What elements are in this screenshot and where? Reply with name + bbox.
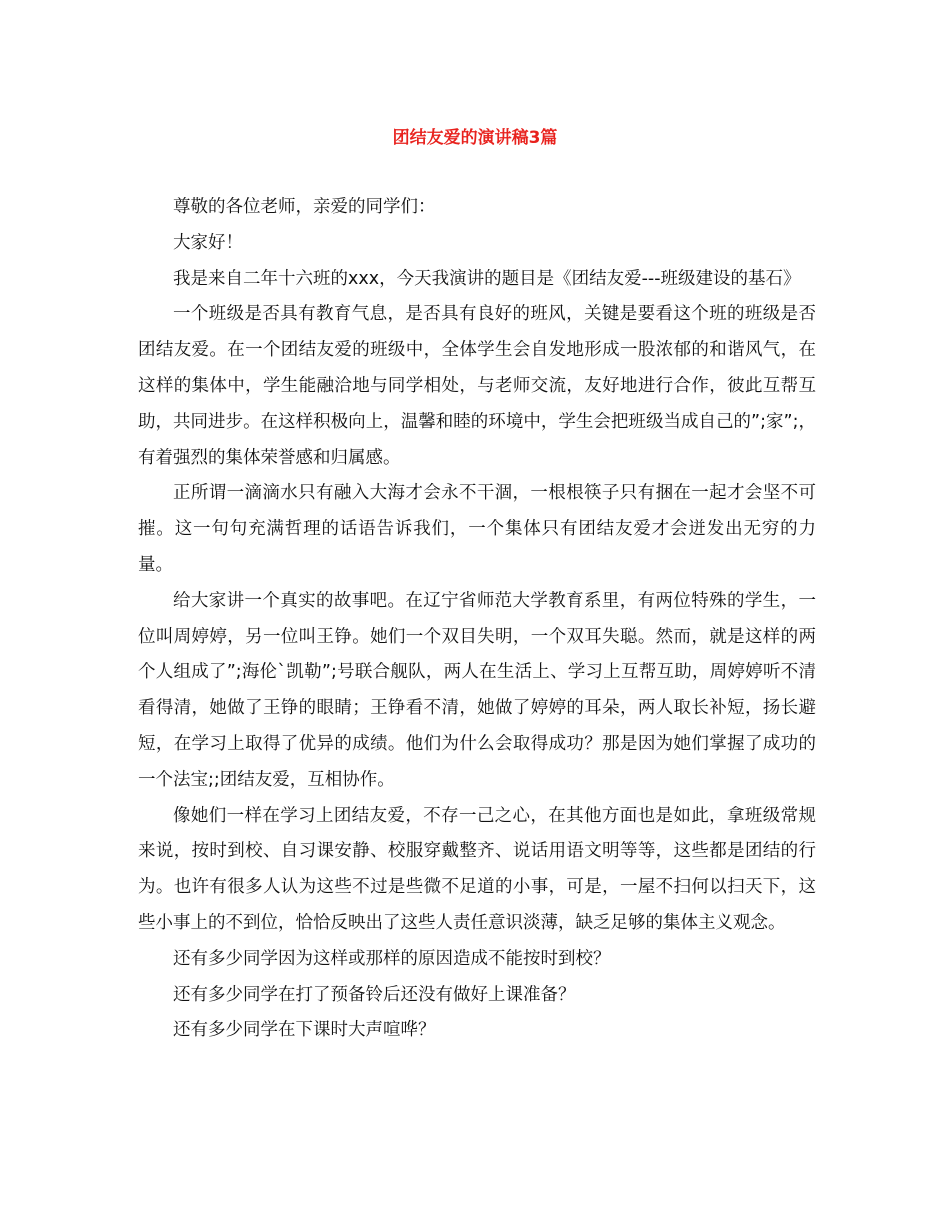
paragraph-introduction: 我是来自二年十六班的xxx，今天我演讲的题目是《团结友爱---班级建设的基石》 [173,268,801,289]
paragraph: 像她们一样在学习上团结友爱，不存一己之心，在其他方面也是如此，拿班级常规来说，按时到校、自习课安静、校服穿戴整齐、说话用语文明等等，这些都是团结的行为。也许有很多人认为这些不过是些微不足道的小事，可是，一屋不扫何以扫天下，这些小事上的不到位，恰恰反映出了这些人责任意识淡薄，缺乏足够的集体主义观念。 [138,805,816,933]
document-body [138,190,816,1049]
paragraph: 正所谓一滴滴水只有融入大海才会永不干涸，一根根筷子只有捆在一起才会坚不可摧。这一句句充满哲理的话语告诉我们，一个集体只有团结友爱才会迸发出无穷的力量。 [138,483,816,575]
paragraph-question: 还有多少同学在打了预备铃后还没有做好上课准备？ [173,984,576,1005]
paragraph: 给大家讲一个真实的故事吧。在辽宁省师范大学教育系里，有两位特殊的学生，一位叫周婷婷，另一位叫王铮。她们一个双目失明，一个双耳失聪。然而，就是这样的两个人组成了”;海伦`凯勒”;号联合舰队，两人在生活上、学习上互帮互助，周婷婷听不清看得清，她做了王铮的眼睛；王铮看不清，她做了婷婷的耳朵，两人取长补短，扬长避短，在学习上取得了优异的成绩。他们为什么会取得成功？那是因为她们掌握了成功的一个法宝;;团结友爱，互相协作。 [138,590,816,790]
paragraph-question: 还有多少同学因为这样或那样的原因造成不能按时到校？ [173,948,611,969]
paragraph-question: 还有多少同学在下课时大声喧哗？ [173,1020,436,1041]
paragraph-greeting: 大家好！ [173,232,243,253]
document-title: 团结友爱的演讲稿3篇 [392,128,558,148]
paragraph-salutation: 尊敬的各位老师，亲爱的同学们： [173,197,436,217]
paragraph: 一个班级是否具有教育气息，是否具有良好的班风，关键是要看这个班的班级是否团结友爱。在一个团结友爱的班级中，全体学生会自发地形成一股浓郁的和谐风气，在这样的集体中，学生能融洽地与同学相处，与老师交流，友好地进行合作，彼此互帮互助，共同进步。在这样积极向上，温馨和睦的环境中，学生会把班级当成自己的”;家”;，有着强烈的集体荣誉感和归属感。 [138,304,816,468]
